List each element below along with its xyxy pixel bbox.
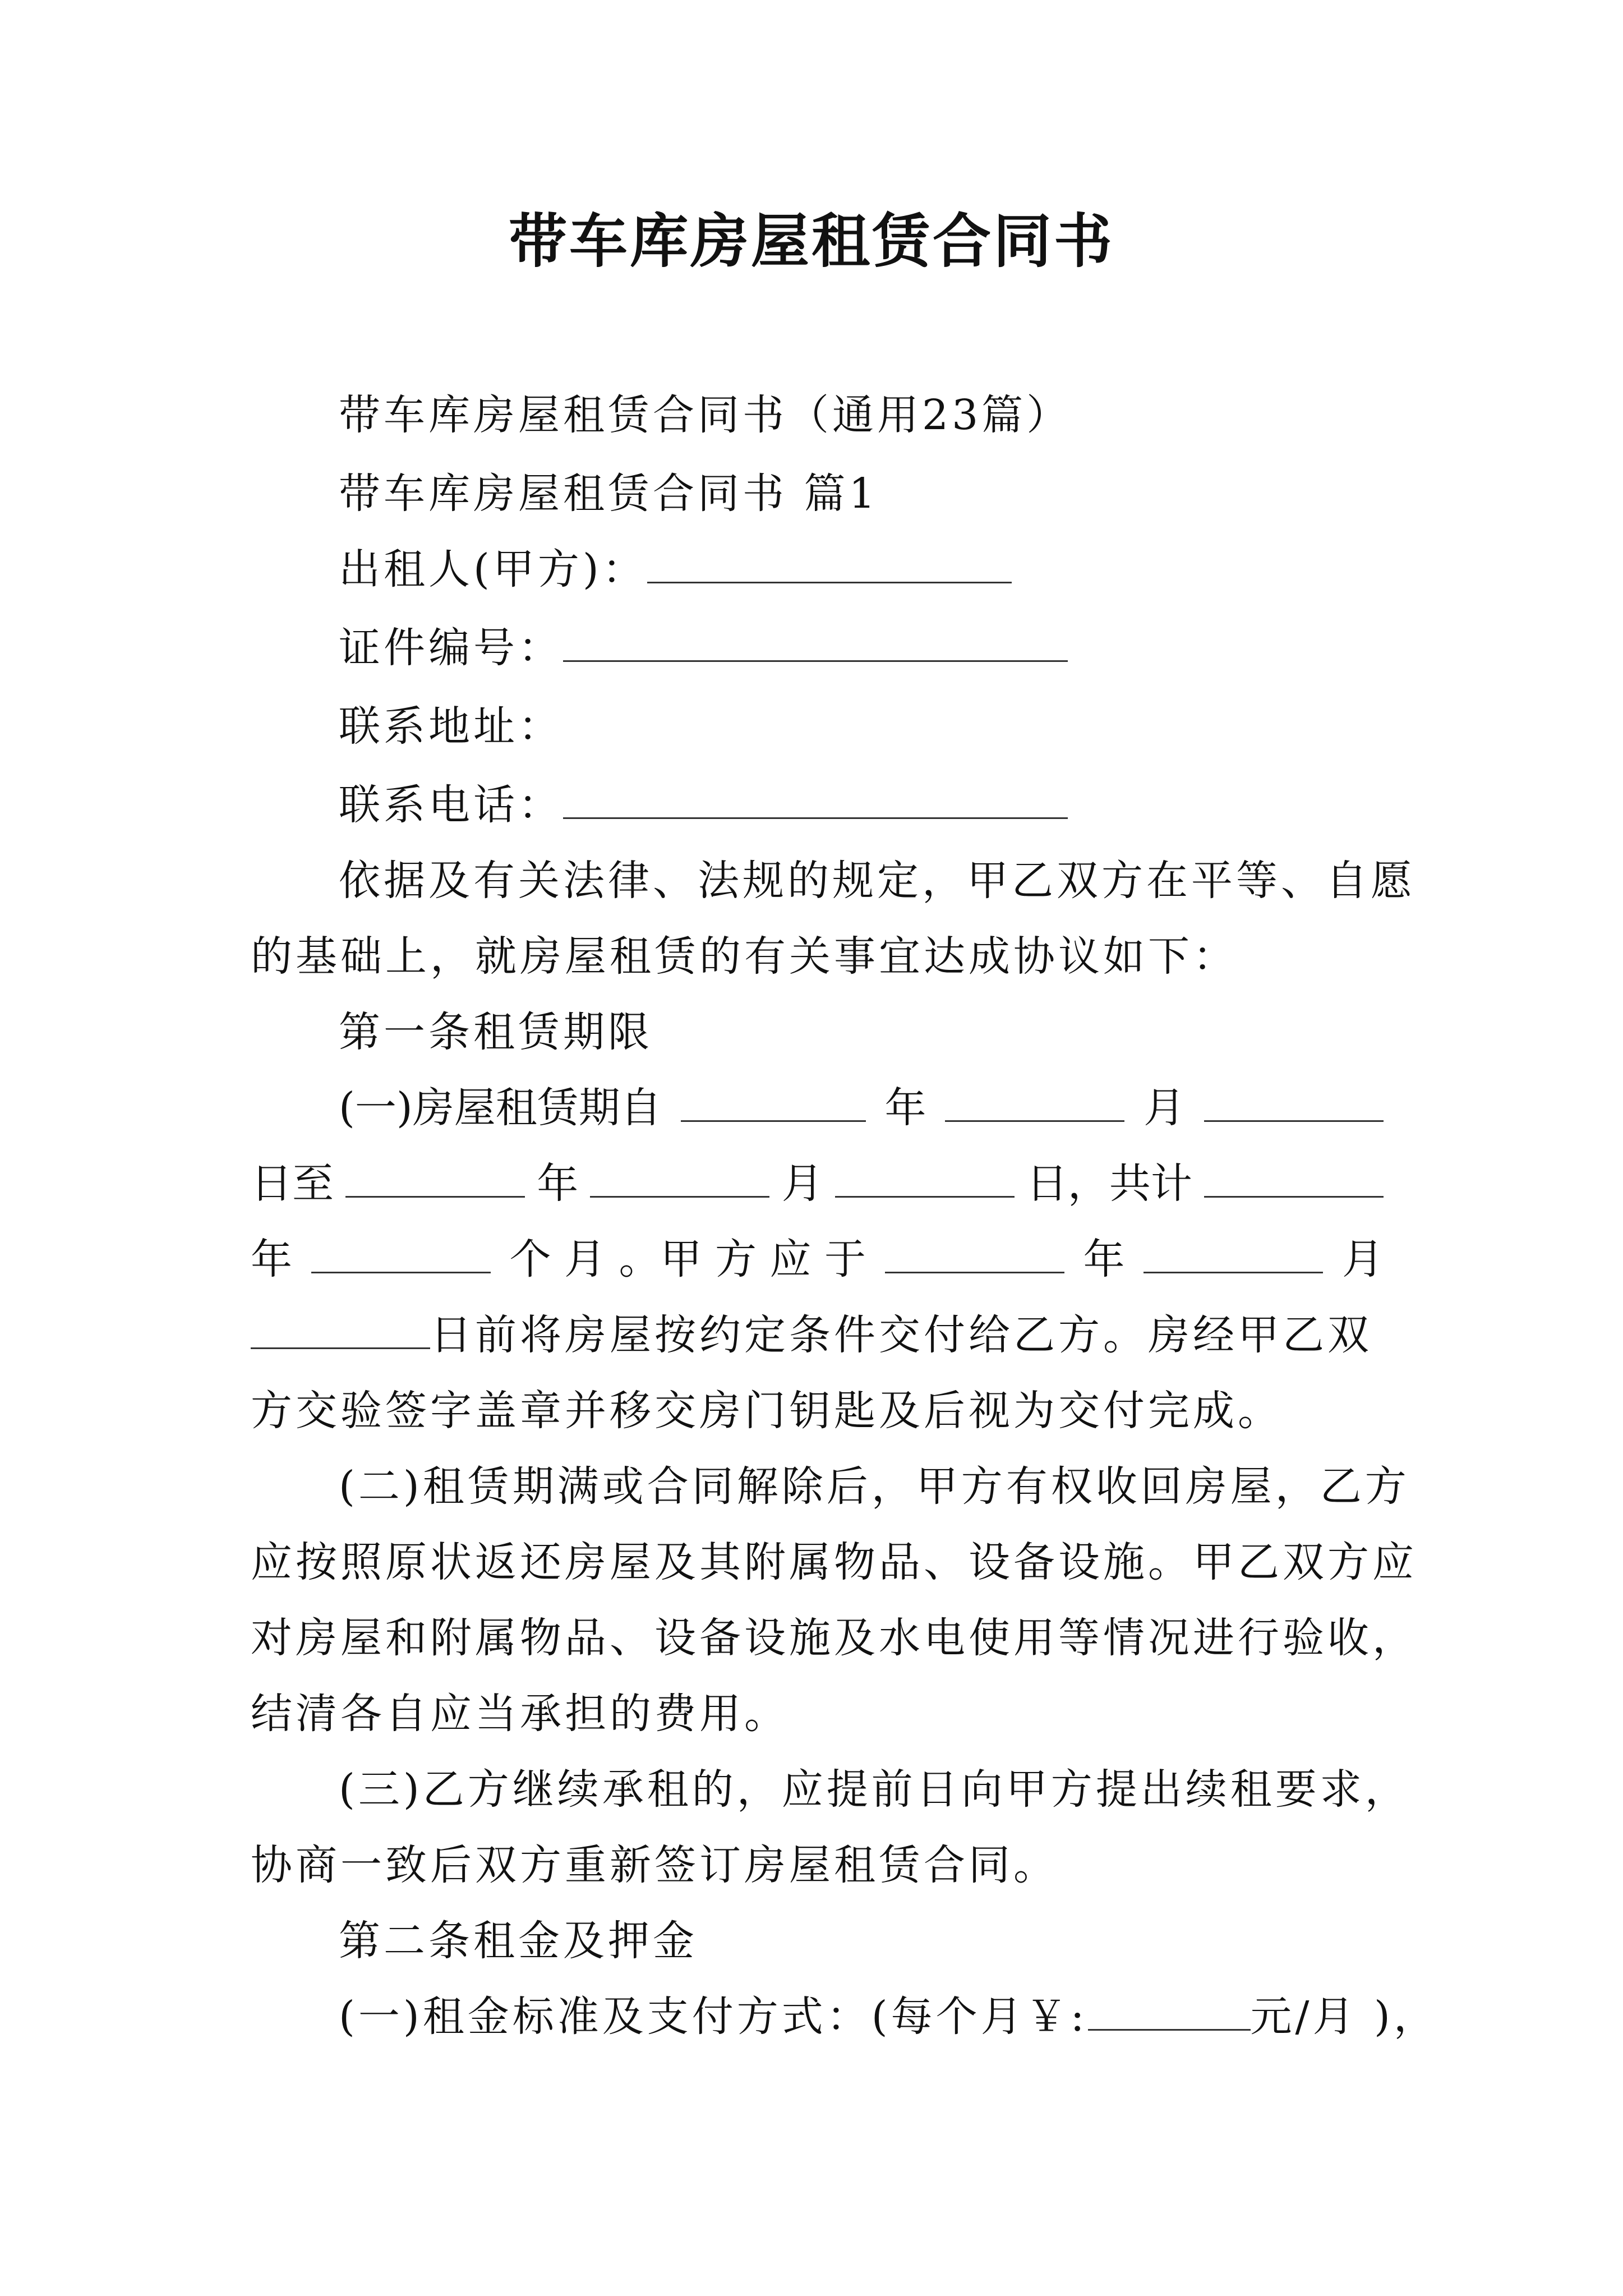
lessor-label: 出租人(甲方)： <box>339 545 647 593</box>
phone-label: 联系电话： <box>339 781 563 829</box>
article1-p3-line2: 协商一致后双方重新签订房屋租赁合同。 <box>251 1841 1058 1889</box>
chapter-heading: 带车库房屋租赁合同书 篇1 <box>339 470 879 518</box>
day-to-label: 日至 <box>251 1159 334 1208</box>
article1-p2-line3: 对房屋和附属物品、设备设施及水电使用等情况进行验收， <box>251 1614 1417 1662</box>
document-title: 带车库房屋租赁合同书 <box>508 206 1114 275</box>
deliver-label: 个 月 。甲 方 应 于 <box>509 1235 866 1283</box>
year-unit-3: 年 <box>251 1235 292 1283</box>
article2-heading: 第二条租金及押金 <box>339 1917 698 1965</box>
month-unit: 月 <box>1144 1084 1186 1132</box>
deliver-month-blank[interactable] <box>1144 1232 1323 1273</box>
article1-p1-line4 <box>251 1307 1372 1363</box>
start-day-blank[interactable] <box>1204 1081 1384 1122</box>
phone-blank[interactable] <box>563 778 1068 819</box>
article1-p1-line2 <box>251 1156 1384 1212</box>
end-month-blank[interactable] <box>590 1157 769 1198</box>
year-unit-4: 年 <box>1083 1235 1125 1283</box>
article1-p3-line1: (三)乙方继续承租的，应提前日向甲方提出续租要求， <box>339 1765 1410 1814</box>
document-subtitle: 带车库房屋租赁合同书（通用23篇） <box>339 391 1072 439</box>
start-month-blank[interactable] <box>945 1081 1124 1122</box>
lease-start-label: (一)房屋租赁期自 <box>339 1084 662 1132</box>
total-months-blank[interactable] <box>311 1232 491 1273</box>
rent-amount-blank[interactable] <box>1088 1990 1251 2031</box>
day-total-label: 日，共计 <box>1026 1159 1192 1208</box>
article1-heading: 第一条租赁期限 <box>339 1008 653 1056</box>
lessor-field <box>339 541 1012 597</box>
article1-p1-line3 <box>251 1231 1384 1287</box>
id-label: 证件编号： <box>339 624 563 672</box>
lessor-blank[interactable] <box>647 542 1012 583</box>
deliver-day-blank[interactable] <box>251 1308 430 1349</box>
rent-unit: 元/月 )， <box>1250 1993 1438 2041</box>
end-year-blank[interactable] <box>345 1157 525 1198</box>
intro-line-1: 依据及有关法律、法规的规定，甲乙双方在平等、自愿 <box>339 857 1415 905</box>
total-years-blank[interactable] <box>1204 1157 1384 1198</box>
phone-field <box>339 777 1068 833</box>
rent-label: (一)租金标准及支付方式：(每个月￥: <box>339 1993 1088 2041</box>
article1-p2-line4: 结清各自应当承担的费用。 <box>251 1690 789 1738</box>
article2-p1-line1 <box>339 1989 1438 2045</box>
intro-line-2: 的基础上，就房屋租赁的有关事宜达成协议如下： <box>251 932 1238 981</box>
start-year-blank[interactable] <box>681 1081 866 1122</box>
address-label: 联系地址： <box>339 702 563 751</box>
month-unit-2: 月 <box>781 1159 823 1208</box>
end-day-blank[interactable] <box>835 1157 1015 1198</box>
id-field <box>339 620 1068 676</box>
id-blank[interactable] <box>563 621 1068 662</box>
year-unit-2: 年 <box>537 1159 579 1208</box>
article1-p1-line1 <box>339 1080 1384 1136</box>
year-unit: 年 <box>884 1084 926 1132</box>
article1-p2-line2: 应按照原状返还房屋及其附属物品、设备设施。甲乙双方应 <box>251 1538 1417 1586</box>
article1-p1-line5: 方交验签字盖章并移交房门钥匙及后视为交付完成。 <box>251 1387 1283 1435</box>
address-field <box>339 698 563 754</box>
deliver-year-blank[interactable] <box>885 1232 1064 1273</box>
month-unit-3: 月 <box>1341 1235 1384 1283</box>
delivery-text: 日前将房屋按约定条件交付给乙方。房经甲乙双 <box>430 1311 1372 1359</box>
article1-p2-line1: (二)租赁期满或合同解除后，甲方有权收回房屋，乙方 <box>339 1462 1410 1511</box>
